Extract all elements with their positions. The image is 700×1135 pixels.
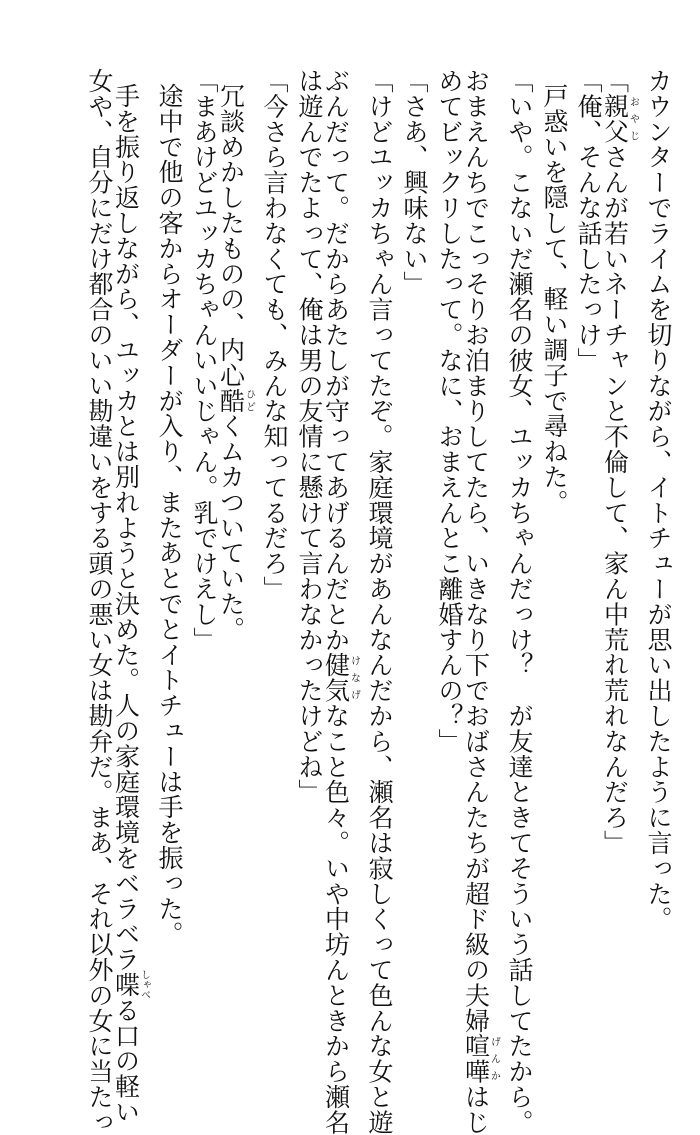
text-line: 女や、自分にだけ都合のいい勘違いをする頭の悪い女は勘弁だ。まあ、それ以外の女に当たっ	[85, 68, 114, 1135]
text-line: は遊んでたよって、俺は男の友情に懸けて言わなかったけどね」	[295, 68, 324, 805]
text-line: 「俺、そんな話したっけ」	[574, 68, 603, 373]
text-line: 「いや。こないだ瀬名の彼女、ユッカちゃんだっけ？ が友達ときてそういう話してたから。	[505, 68, 534, 1135]
text-line: 手を振り返しながら、ユッカとは別れようと決めた。人の家庭環境をベラベラ喋しゃべる口の軽い	[111, 83, 150, 1125]
text-line: めてビックリしたって。なに、おまえんとこ離婚すんの？」	[435, 68, 464, 754]
text-line: 冗談めかしたものの、内心酷ひどくムカついていた。	[216, 83, 255, 642]
text-line: 「親父おやじさんが若いネーチャンと不倫して、家ん中荒れ荒れなんだろ」	[600, 68, 639, 856]
text-line: カウンターでライムを切りながら、イトチューが思い出したように言った。	[644, 68, 673, 932]
text-line: 「さあ、興味ない」	[400, 68, 429, 297]
text-line: ぶんだって。だからあたしが守ってあげるんだとか健気けなげなこと色々。いや中坊んときから瀬名	[321, 68, 360, 1135]
text-line: 戸惑いを隠して、軽い調子で尋ねた。	[540, 83, 569, 515]
text-line: 「今さら言わなくても、みんな知ってるだろ」	[260, 68, 289, 602]
text-line: 「けどユッカちゃん言ってたぞ。家庭環境があんなんだから、瀬名は寂しくって色んな女と遊	[365, 68, 394, 1135]
text-line: おまえんちでこっそりお泊まりしてたら、いきなり下でおばさんたちが超ド級の夫婦喧嘩げんかはじ	[461, 68, 500, 1135]
text-line: 「まあけどユッカちゃんいいじゃん。乳でけえし」	[190, 68, 219, 653]
text-line: 途中で他の客からオーダーが入り、またあとでとイトチューは手を振った。	[155, 83, 184, 947]
